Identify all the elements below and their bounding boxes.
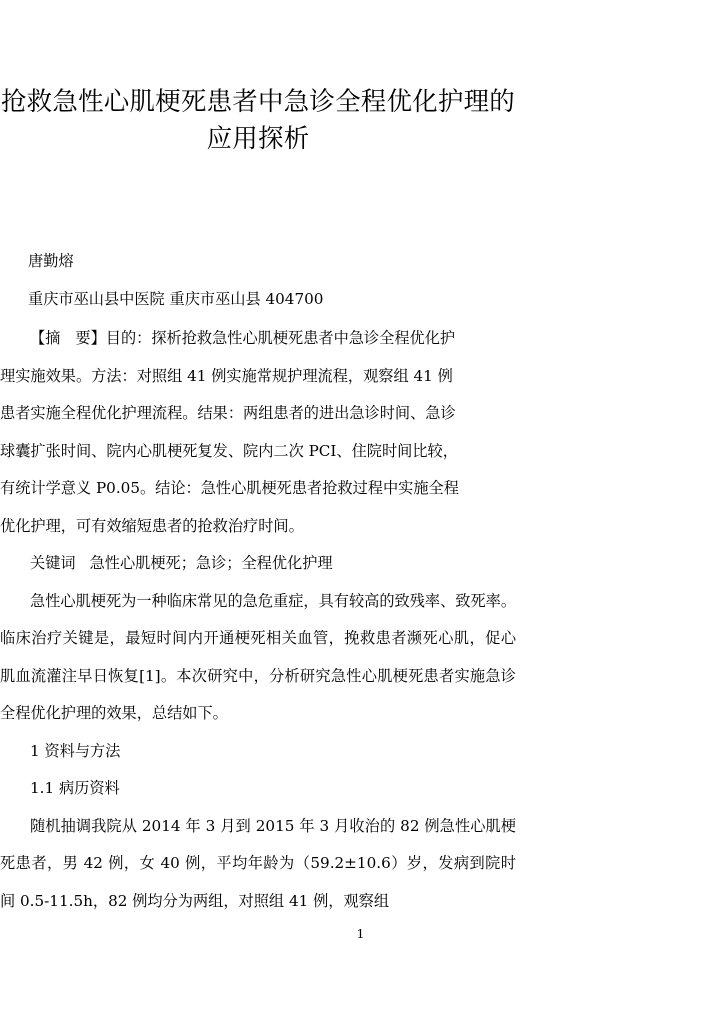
author-block (0, 243, 516, 318)
abstract-line-4: 球囊扩张时间、院内心肌梗死复发、院内二次 PCI、住院时间比较， (0, 441, 458, 460)
document-body (0, 320, 516, 920)
abstract-text: 目的：探析抢救急性心肌梗死患者中急诊全程优化护 (105, 329, 456, 347)
abstract-paragraph (0, 320, 516, 358)
abstract-label-close: 要】 (75, 329, 106, 347)
author-name: 唐勤熔 (28, 252, 74, 270)
section-heading-1: 1 资料与方法 (30, 741, 121, 760)
author-affiliation: 重庆市巫山县中医院 重庆市巫山县 404700 (28, 289, 324, 308)
keywords-label: 关键词 (30, 554, 76, 572)
abstract-line-2: 理实施效果。方法：对照组 41 例实施常规护理流程，观察组 41 例 (0, 366, 453, 385)
keywords-paragraph (0, 545, 516, 583)
abstract-line-3: 患者实施全程优化护理流程。结果：两组患者的进出急诊时间、急诊 (0, 404, 456, 422)
keywords-value: 急性心肌梗死；急诊；全程优化护理 (89, 554, 333, 572)
methods-paragraph: 随机抽调我院从 2014 年 3 月到 2015 年 3 月收治的 82 例急性心肌梗死患者，男 42 例，女 40 例，平均年龄为（59.2±10.6）岁，发病到院时间 0.5-11.5h，82 例均分为两组，对照组 41 例，观察组 (0, 816, 516, 910)
abstract-label-open: 【摘 (30, 329, 61, 347)
page-title: 抢救急性心肌梗死患者中急诊全程优化护理的应用探析 (0, 87, 515, 154)
page-number: 1 (356, 926, 365, 941)
abstract-line-5: 有统计学意义 P0.05。结论：急性心肌梗死患者抢救过程中实施全程 (0, 479, 459, 497)
section-heading-1-1: 1.1 病历资料 (30, 779, 120, 797)
introduction-paragraph: 急性心肌梗死为一种临床常见的急危重症，具有较高的致残率、致死率。临床治疗关键是，最短时间内开通梗死相关血管，挽救患者濒死心肌，促心肌血流灌注早日恢复[1]。本次研究中，分析研究急性心肌梗死患者实施急诊全程优化护理的效果，总结如下。 (0, 591, 516, 722)
abstract-line-6: 优化护理，可有效缩短患者的抢救治疗时间。 (0, 516, 304, 535)
